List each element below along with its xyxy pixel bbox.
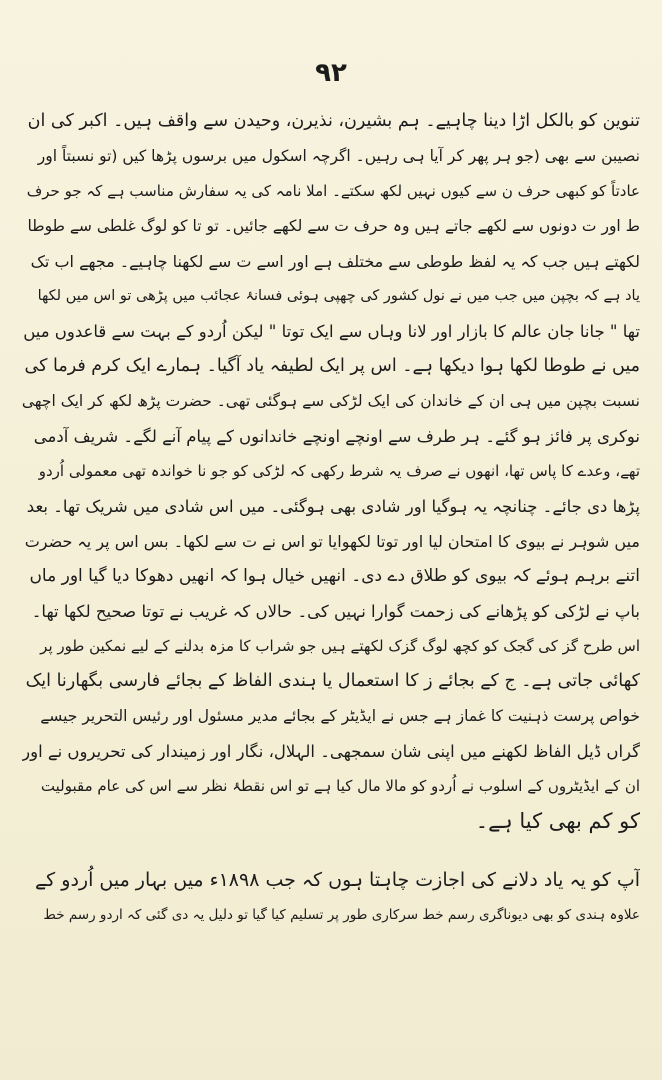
text-line: تھا " جانا جان عالم کا بازار اور لانا وہاں سے ایک توتا " لیکن اُردو کے بہت سے قاعدوں میں	[23, 322, 640, 341]
text-line: لکھتے ہیں جب کہ یہ لفظ طوطی سے مختلف ہے اور اسے ت سے لکھنا چاہیے۔ مجھے اب تک	[30, 252, 640, 271]
text-line: علاوہ ہندی کو بھی دیوناگری رسم خط سرکاری طور پر تسلیم کیا گیا تو دلیل یہ دی گئی کہ اردو رسم خط	[43, 907, 640, 923]
paragraph-1	[22, 104, 640, 839]
text-line: میں شوہر نے بیوی کا امتحان لیا اور توتا لکھوایا تو اس نے ت سے لکھا۔ بس اس پر یہ حضرت	[24, 532, 640, 551]
text-line: یاد ہے کہ بچپن میں جب میں نے نول کشور کی چھپی ہوئی فسانۂ عجائب میں پڑھی تو اس میں لکھا	[37, 288, 640, 304]
text-line: نسبت بچپن میں ہی ان کے خاندان کی ایک لڑکی سے ہوگئی تھی۔ حضرت پڑھ لکھ کر ایک اچھی	[22, 392, 640, 410]
text-line: ط اور ت دونوں سے لکھے جاتے ہیں وہ حرف ت سے لکھے جائیں۔ تو تا کو لوگ غلطی سے طوطا	[27, 217, 640, 235]
text-line: اس طرح گز کی گجک کو کچھ لوگ گزک لکھتے ہیں جو شراب کا مزہ بدلنے کے لیے نمکین طور پر	[40, 637, 640, 655]
text-line: عادتاً کو کبھی حرف ن سے کیوں نہیں لکھ سکتے۔ املا نامہ کی یہ سفارش مناسب ہے کہ جو حرف	[26, 182, 640, 200]
text-line: آپ کو یہ یاد دلانے کی اجازت چاہتا ہوں کہ جب ۱۸۹۸ء میں بہار میں اُردو کے	[35, 869, 640, 891]
text-line: تنوین کو بالکل اڑا دینا چاہیے۔ ہم بشیرن، نذیرن، وحیدن سے واقف ہیں۔ اکبر کی ان	[27, 111, 640, 131]
text-line: خواص پرست ذہنیت کا غماز ہے جس نے ایڈیٹر کے بجائے مدیر مسئول اور رئیس التحریر جیسے	[40, 707, 640, 725]
body-text	[22, 104, 640, 933]
text-line: گراں ڈیل الفاظ لکھنے میں اپنی شان سمجھی۔ الہلال، نگار اور زمیندار کی تحریروں نے اور	[22, 742, 640, 761]
text-line: نصیبن سے بھی (جو ہر پھر کر آیا ہی رہیں۔ اگرچہ اسکول میں برسوں پڑھا کیں (تو نسبتاً اور	[37, 147, 640, 165]
text-line: نوکری پر فائز ہو گئے۔ ہر طرف سے اونچے اونچے خاندانوں کے پیام آنے لگے۔ شریف آدمی	[33, 427, 640, 446]
text-line: کھائی جاتی ہے۔ ج کے بجائے ز کا استعمال یا ہندی الفاظ کے بجائے فارسی بگھارنا ایک	[25, 671, 640, 691]
text-line: اتنے برہم ہوئے کہ بیوی کو طلاق دے دی۔ انھیں خیال ہوا کہ انھیں دھوکا دیا گیا اور ماں	[29, 566, 640, 586]
paragraph-spacer	[22, 839, 640, 863]
page-number: ۹۲	[315, 58, 347, 88]
text-line: تھے، وعدے کا پاس تھا، انھوں نے صرف یہ شرط رکھی کہ لڑکی کو جو نا خواندہ تھی معمولی اُردو	[38, 462, 640, 480]
text-line: میں نے طوطا لکھا ہوا دیکھا ہے۔ اس پر ایک لطیفہ یاد آگیا۔ ہمارے ایک کرم فرما کی	[24, 356, 640, 376]
text-line: باپ نے لڑکی کو پڑھانے کی زحمت گوارا نہیں کی۔ حالاں کہ غریب نے توتا صحیح لکھا تھا۔	[31, 602, 640, 621]
text-line: کو کم بھی کیا ہے۔	[475, 809, 640, 833]
paragraph-2	[22, 863, 640, 933]
text-line: پڑھا دی جائے۔ چنانچہ یہ ہوگیا اور شادی بھی ہوگئی۔ میں اس شادی میں شریک تھا۔ بعد	[26, 497, 640, 516]
text-line: ان کے ایڈیٹروں کے اسلوب نے اُردو کو مالا مال کیا ہے تو اس نقطۂ نظر سے اس کی عام مقبولیت	[40, 777, 640, 795]
